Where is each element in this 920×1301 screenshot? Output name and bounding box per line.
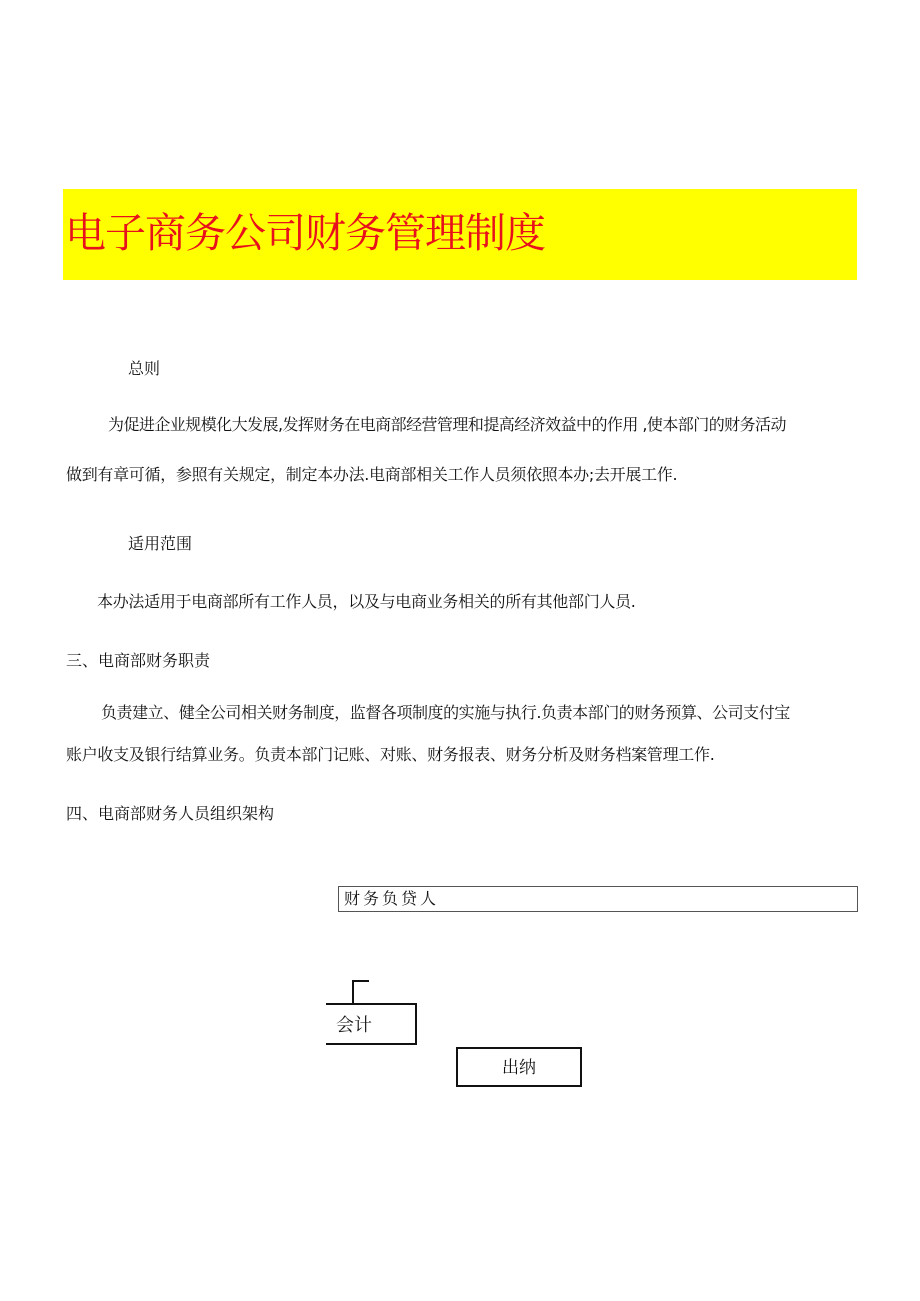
section-heading-duties: 三、电商部财务职责 bbox=[66, 651, 211, 670]
paragraph-line: 负责建立、健全公司相关财务制度，监督各项制度的实施与执行.负责本部门的财务预算、公司支付宝 bbox=[101, 703, 790, 722]
paragraph-line: 为促进企业规模化大发展,发挥财务在电商部经营管理和提高经济效益中的作用 ,使本部门的财务活动 bbox=[108, 415, 786, 434]
org-chart-connector bbox=[352, 980, 369, 1004]
org-chart-head-box bbox=[338, 886, 858, 912]
org-chart-cashier-box bbox=[456, 1047, 582, 1087]
section-heading-general: 总则 bbox=[128, 359, 161, 378]
section-heading-org-structure: 四、电商部财务人员组织架构 bbox=[66, 804, 275, 823]
paragraph-line: 做到有章可循，参照有关规定，制定本办法.电商部相关工作人员须依照本办;去开展工作. bbox=[66, 465, 678, 484]
org-chart-accountant-box bbox=[326, 1003, 417, 1045]
section-heading-scope: 适用范围 bbox=[128, 534, 193, 553]
org-chart-accountant-label: 会计 bbox=[336, 1015, 372, 1036]
document-title: 电子商务公司财务管理制度 bbox=[65, 209, 545, 257]
org-chart-cashier-label: 出纳 bbox=[502, 1058, 536, 1078]
org-chart-head-label: 财务负贷人 bbox=[344, 889, 440, 908]
paragraph-line: 本办法适用于电商部所有工作人员，以及与电商业务相关的所有其他部门人员. bbox=[97, 592, 636, 611]
paragraph-line: 账户收支及银行结算业务。负责本部门记账、对账、财务报表、财务分析及财务档案管理工作. bbox=[66, 745, 715, 764]
